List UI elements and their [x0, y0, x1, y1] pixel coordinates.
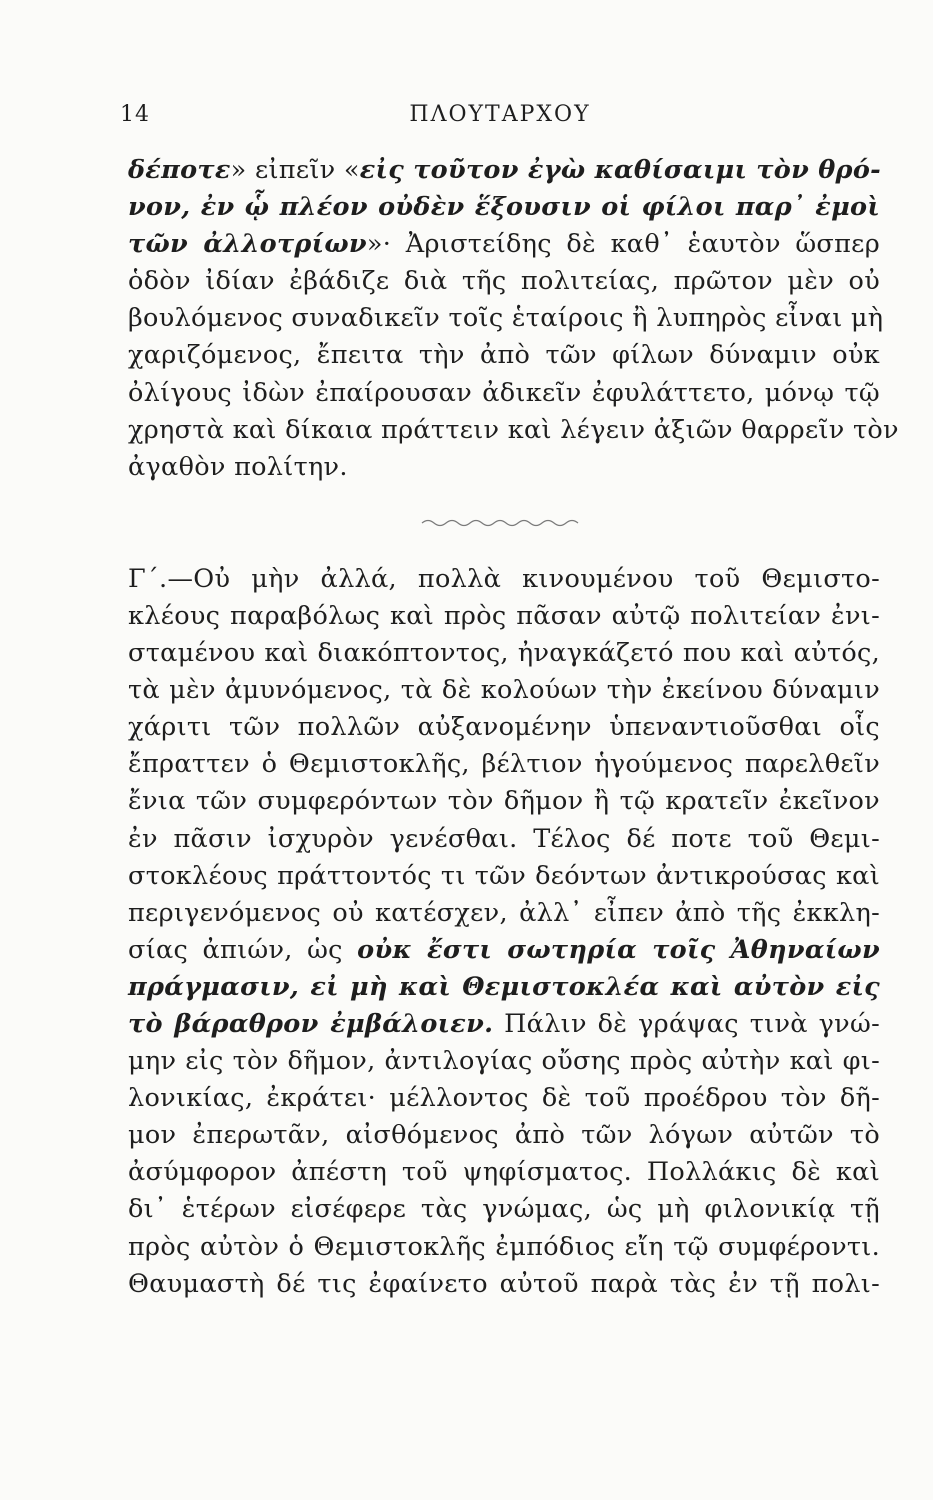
text-run: Γ΄.—Οὐ μὴν ἀλλά, πολλὰ κινουμένου τοῦ Θεμιστο- [128, 563, 880, 594]
text-line [128, 189, 880, 226]
emphasized-text: πράγμασιν, εἰ μὴ καὶ Θεμιστοκλέα καὶ αὐτὸν εἰς [128, 971, 880, 1002]
text-line [128, 746, 880, 783]
text-line [128, 1006, 880, 1043]
text-line [128, 263, 880, 300]
text-line [128, 1191, 880, 1228]
running-title: ΠΛΟΥΤΑΡΧΟΥ [409, 102, 591, 127]
text-line [128, 449, 880, 486]
text-line [128, 1080, 880, 1117]
text-line [128, 1043, 880, 1080]
text-run: Θαυμαστὴ δέ τις ἐφαίνετο αὐτοῦ παρὰ τὰς ἐν τῇ πολι- [128, 1268, 880, 1299]
text-line [128, 375, 880, 412]
text-run: λονικίας, ἐκράτει· μέλλοντος δὲ τοῦ προέδρου τὸν δῆ- [128, 1083, 880, 1114]
text-run: ἀσύμφορον ἀπέστη τοῦ ψηφίσματος. Πολλάκις δὲ καὶ [128, 1157, 880, 1188]
text-line [128, 226, 880, 263]
emphasized-text: δέποτε [128, 155, 231, 185]
text-line [128, 1154, 880, 1191]
text-line [128, 152, 880, 189]
text-run: σίας ἀπιών, ὡς [128, 934, 358, 965]
text-line [128, 635, 880, 672]
emphasized-text: οὐκ ἔστι σωτηρία τοῖς Ἀθηναίων [357, 934, 880, 965]
text-line [128, 858, 880, 895]
text-run: στοκλέους πράττοντός τι τῶν δεόντων ἀντικρούσας καὶ [128, 860, 880, 891]
text-line [128, 821, 880, 858]
text-run: » εἰπεῖν « [230, 155, 360, 185]
text-line [128, 672, 880, 709]
text-line [128, 895, 880, 932]
text-run: σταμένου καὶ διακόπτοντος, ἠναγκάζετό που καὶ αὐτός, [128, 638, 880, 669]
body-text [128, 152, 899, 1303]
paragraph-1 [128, 152, 899, 486]
text-run: πρὸς αὐτὸν ὁ Θεμιστοκλῆς ἐμπόδιος εἴη τῷ συμφέροντι. [128, 1231, 880, 1262]
text-run: περιγενόμενος οὐ κατέσχεν, ἀλλ᾽ εἶπεν ἀπὸ τῆς ἐκκλη- [128, 897, 880, 928]
text-line [128, 561, 880, 598]
text-line [128, 1266, 880, 1303]
text-line [128, 1229, 880, 1266]
text-line [128, 1117, 880, 1154]
emphasized-text: τῶν ἀλλοτρίων [128, 229, 367, 260]
text-run: τὰ μὲν ἀμυνόμενος, τὰ δὲ κολούων τὴν ἐκείνου δύναμιν [128, 675, 880, 706]
text-run: ὀλίγους ἰδὼν ἐπαίρουσαν ἀδικεῖν ἐφυλάττετο, μόνῳ τῷ [128, 377, 880, 408]
text-line [128, 598, 880, 635]
text-run: χαριζόμενος, ἔπειτα τὴν ἀπὸ τῶν φίλων δύναμιν οὐκ [128, 340, 880, 371]
text-run: »· Ἀριστείδης δὲ καθ᾽ ἑαυτὸν ὥσπερ [366, 229, 880, 260]
page-number: 14 [120, 102, 150, 127]
emphasized-text: εἰς τοῦτον ἐγὼ καθίσαιμι τὸν θρό- [359, 155, 882, 185]
text-run: κλέους παραβόλως καὶ πρὸς πᾶσαν αὐτῷ πολιτείαν ἐνι- [128, 600, 880, 631]
text-line [128, 412, 899, 449]
emphasized-text: τὸ βάραθρον ἐμβάλοιεν. [128, 1008, 494, 1039]
text-line [128, 783, 880, 820]
text-run: μον ἐπερωτᾶν, αἰσθόμενος ἀπὸ τῶν λόγων αὐτῶν τὸ [128, 1120, 880, 1151]
text-line [128, 337, 880, 374]
text-line [128, 932, 880, 969]
text-run: βουλόμενος συναδικεῖν τοῖς ἑταίροις ἢ λυπηρὸς εἶναι μὴ [128, 303, 884, 334]
text-line [128, 709, 880, 746]
text-run: χάριτι τῶν πολλῶν αὐξανομένην ὑπεναντιοῦσθαι οἷς [128, 712, 880, 743]
text-run: χρηστὰ καὶ δίκαια πράττειν καὶ λέγειν ἀξιῶν θαρρεῖν τὸν [128, 414, 899, 445]
text-run: ἔνια τῶν συμφερόντων τὸν δῆμον ἢ τῷ κρατεῖν ἐκεῖνον [128, 786, 880, 817]
text-run: ἀγαθὸν πολίτην. [128, 451, 348, 482]
paragraph-2 [128, 561, 880, 1303]
running-head [120, 102, 880, 132]
text-run: μην εἰς τὸν δῆμον, ἀντιλογίας οὔσης πρὸς αὐτὴν καὶ φι- [128, 1046, 880, 1077]
text-run: ὁδὸν ἰδίαν ἐβάδιζε διὰ τῆς πολιτείας, πρῶτον μὲν οὐ [128, 266, 880, 297]
text-run: Πάλιν δὲ γράψας τινὰ γνώ- [493, 1008, 880, 1039]
text-run: ἐν πᾶσιν ἰσχυρὸν γενέσθαι. Τέλος δέ ποτε τοῦ Θεμι- [128, 823, 880, 854]
text-line [128, 300, 884, 337]
emphasized-text: νον, ἐν ᾧ πλέον οὐδὲν ἕξουσιν οἱ φίλοι παρ᾽ ἐμοὶ [128, 192, 880, 223]
text-run: ἔπραττεν ὁ Θεμιστοκλῆς, βέλτιον ἡγούμενος παρελθεῖν [128, 749, 880, 780]
text-line [128, 969, 880, 1006]
text-run: δι᾽ ἑτέρων εἰσέφερε τὰς γνώμας, ὡς μὴ φιλονικίᾳ τῇ [128, 1194, 880, 1225]
